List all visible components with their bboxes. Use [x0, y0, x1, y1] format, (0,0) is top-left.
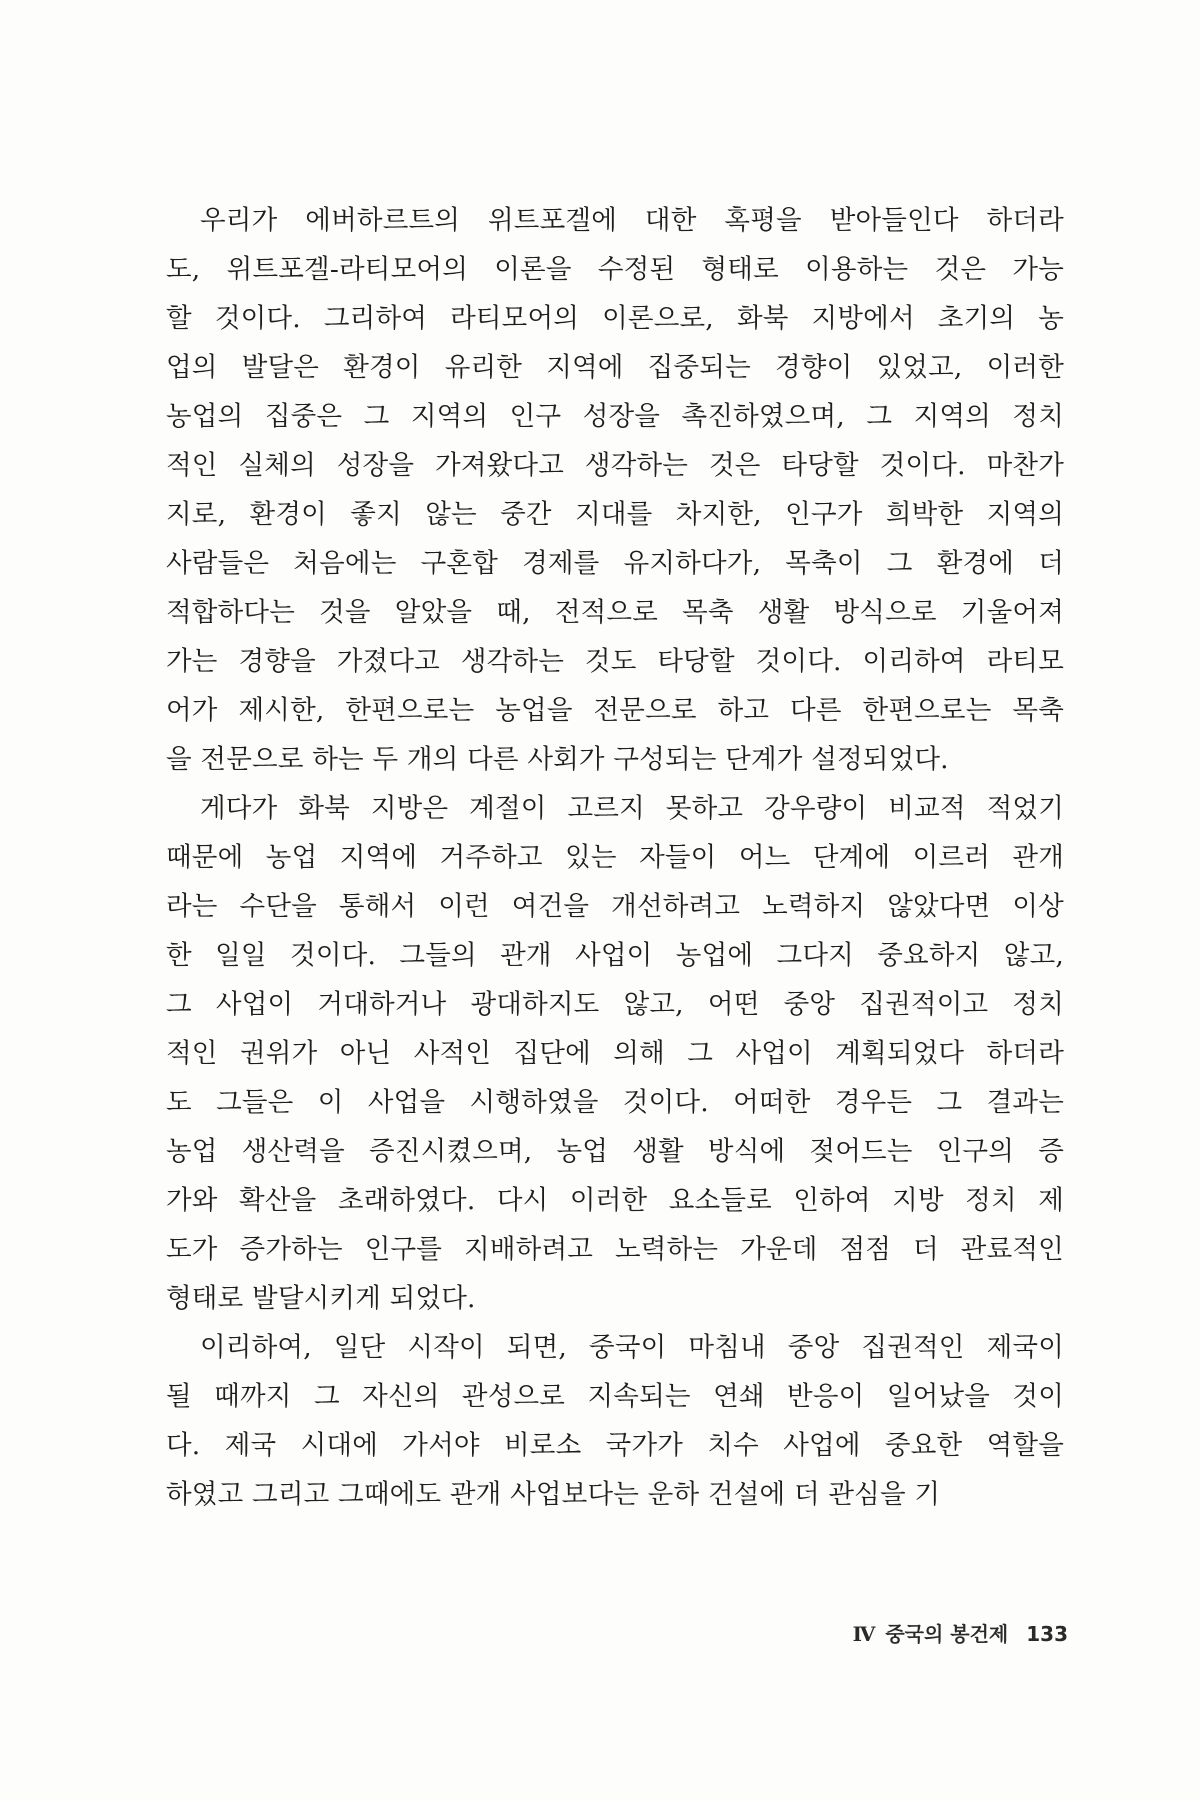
- text-line: 그 사업이 거대하거나 광대하지도 않고, 어떤 중앙 집권적이고 정치: [166, 989, 1064, 1020]
- text-line: 가는 경향을 가졌다고 생각하는 것도 타당할 것이다. 이리하여 라티모: [166, 646, 1064, 677]
- text-line: 을 전문으로 하는 두 개의 다른 사회가 구성되는 단계가 설정되었다.: [166, 744, 949, 775]
- text-line: 다. 제국 시대에 가서야 비로소 국가가 치수 사업에 중요한 역할을: [166, 1430, 1064, 1461]
- text-line: 도가 증가하는 인구를 지배하려고 노력하는 가운데 점점 더 관료적인: [166, 1234, 1064, 1265]
- text-line: 하였고 그리고 그때에도 관개 사업보다는 운하 건설에 더 관심을 기: [166, 1479, 941, 1510]
- text-line: 도 그들은 이 사업을 시행하였을 것이다. 어떠한 경우든 그 결과는: [166, 1087, 1064, 1118]
- chapter-title: 중국의 봉건제: [885, 1622, 1009, 1646]
- page-number: 133: [1026, 1622, 1068, 1646]
- chapter-number: Ⅳ: [852, 1622, 876, 1646]
- paragraph: [166, 1323, 1064, 1519]
- running-footer: [853, 1618, 1068, 1647]
- text-line: 도, 위트포겔-라티모어의 이론을 수정된 형태로 이용하는 것은 가능: [166, 254, 1064, 285]
- text-line: 한 일일 것이다. 그들의 관개 사업이 농업에 그다지 중요하지 않고,: [166, 940, 1064, 971]
- text-line: 가와 확산을 초래하였다. 다시 이러한 요소들로 인하여 지방 정치 제: [166, 1185, 1064, 1216]
- text-line: 업의 발달은 환경이 유리한 지역에 집중되는 경향이 있었고, 이러한: [166, 352, 1064, 383]
- text-line: 지로, 환경이 좋지 않는 중간 지대를 차지한, 인구가 희박한 지역의: [166, 499, 1064, 530]
- text-line: 우리가 에버하르트의 위트포겔에 대한 혹평을 받아들인다 하더라: [200, 205, 1064, 236]
- text-line: 이리하여, 일단 시작이 되면, 중국이 마침내 중앙 집권적인 제국이: [200, 1332, 1064, 1363]
- text-line: 적합하다는 것을 알았을 때, 전적으로 목축 생활 방식으로 기울어져: [166, 597, 1064, 628]
- text-line: 할 것이다. 그리하여 라티모어의 이론으로, 화북 지방에서 초기의 농: [166, 303, 1064, 334]
- text-line: 라는 수단을 통해서 이런 여건을 개선하려고 노력하지 않았다면 이상: [166, 891, 1064, 922]
- text-line: 어가 제시한, 한편으로는 농업을 전문으로 하고 다른 한편으로는 목축: [166, 695, 1064, 726]
- paragraph: [166, 196, 1064, 784]
- text-line: 사람들은 처음에는 구혼합 경제를 유지하다가, 목축이 그 환경에 더: [166, 548, 1064, 579]
- paragraph: [166, 784, 1064, 1323]
- text-line: 농업 생산력을 증진시켰으며, 농업 생활 방식에 젖어드는 인구의 증: [166, 1136, 1064, 1167]
- text-line: 형태로 발달시키게 되었다.: [166, 1283, 476, 1314]
- text-line: 될 때까지 그 자신의 관성으로 지속되는 연쇄 반응이 일어났을 것이: [166, 1381, 1064, 1412]
- text-line: 적인 권위가 아닌 사적인 집단에 의해 그 사업이 계획되었다 하더라: [166, 1038, 1064, 1069]
- text-line: 농업의 집중은 그 지역의 인구 성장을 촉진하였으며, 그 지역의 정치: [166, 401, 1064, 432]
- text-line: 적인 실체의 성장을 가져왔다고 생각하는 것은 타당할 것이다. 마찬가: [166, 450, 1064, 481]
- text-line: 게다가 화북 지방은 계절이 고르지 못하고 강우량이 비교적 적었기: [200, 793, 1064, 824]
- text-line: 때문에 농업 지역에 거주하고 있는 자들이 어느 단계에 이르러 관개: [166, 842, 1064, 873]
- body-text: [166, 196, 1064, 1519]
